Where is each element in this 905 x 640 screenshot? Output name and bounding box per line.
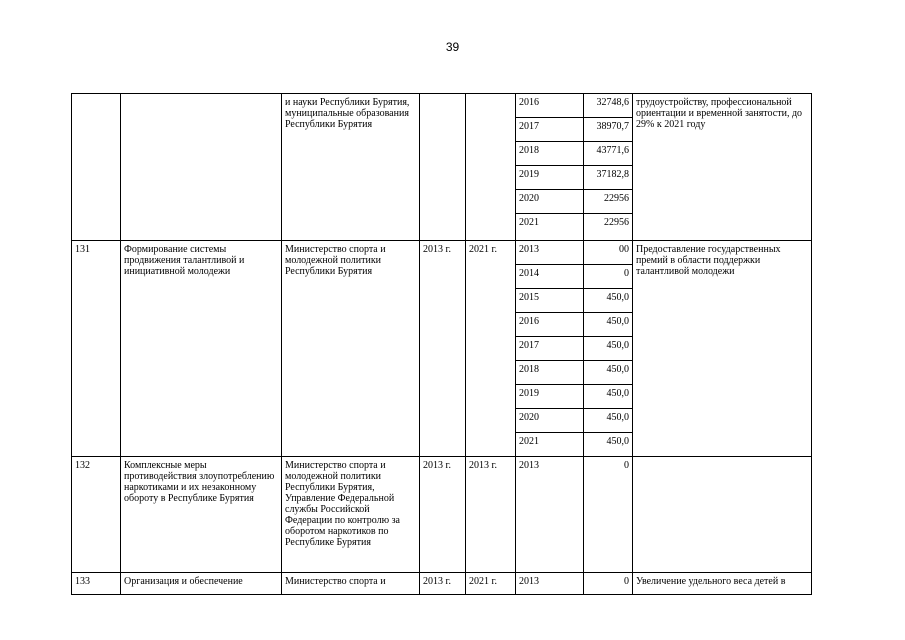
row-number-cell [72, 94, 121, 241]
program-table [71, 93, 812, 595]
measure-name-cell: Организация и обеспечение [121, 573, 282, 595]
measure-name-cell: Комплексные меры противодействия злоупотреблению наркотиками и их незаконному обороту в Республике Бурятия [121, 457, 282, 573]
year-cell: 2019 [516, 166, 584, 190]
executor-cell: и науки Республики Бурятия, муниципальные образования Республики Бурятия [282, 94, 420, 241]
funding-value-cell: 450,0 [584, 433, 633, 457]
row-number-cell: 133 [72, 573, 121, 595]
year-cell: 2020 [516, 409, 584, 433]
year-cell: 2017 [516, 337, 584, 361]
funding-value-cell: 38970,7 [584, 118, 633, 142]
year-cell: 2017 [516, 118, 584, 142]
year-cell: 2018 [516, 361, 584, 385]
year-cell: 2018 [516, 142, 584, 166]
funding-value-cell: 450,0 [584, 337, 633, 361]
expected-result-cell: Предоставление государственных премий в области поддержки талантливой молодежи [633, 241, 812, 457]
year-cell: 2021 [516, 433, 584, 457]
end-year-cell: 2021 г. [466, 241, 516, 457]
funding-value-cell: 450,0 [584, 409, 633, 433]
year-cell: 2016 [516, 94, 584, 118]
year-cell: 2019 [516, 385, 584, 409]
start-year-cell [420, 94, 466, 241]
funding-value-cell: 450,0 [584, 361, 633, 385]
start-year-cell: 2013 г. [420, 241, 466, 457]
measure-name-cell: Формирование системы продвижения талантливой и инициативной молодежи [121, 241, 282, 457]
funding-value-cell: 450,0 [584, 289, 633, 313]
measure-name-cell [121, 94, 282, 241]
start-year-cell: 2013 г. [420, 573, 466, 595]
year-cell: 2013 [516, 241, 584, 265]
start-year-cell: 2013 г. [420, 457, 466, 573]
funding-value-cell: 450,0 [584, 313, 633, 337]
executor-cell: Министерство спорта и молодежной политики Республики Бурятия [282, 241, 420, 457]
end-year-cell [466, 94, 516, 241]
row-number-cell: 132 [72, 457, 121, 573]
funding-value-cell: 22956 [584, 190, 633, 214]
table-row [72, 573, 812, 595]
funding-value-cell: 0 [584, 457, 633, 573]
year-cell: 2015 [516, 289, 584, 313]
funding-value-cell: 32748,6 [584, 94, 633, 118]
page-number: 39 [445, 40, 460, 54]
funding-value-cell: 22956 [584, 214, 633, 241]
table-row [72, 241, 812, 265]
year-cell: 2020 [516, 190, 584, 214]
expected-result-cell [633, 457, 812, 573]
executor-cell: Министерство спорта и [282, 573, 420, 595]
expected-result-cell: Увеличение удельного веса детей в [633, 573, 812, 595]
funding-value-cell: 00 [584, 241, 633, 265]
table-row [72, 94, 812, 118]
executor-cell: Министерство спорта и молодежной политики Республики Бурятия, Управление Федеральной службы Российской Федерации по контролю за оборотом наркотиков по Республике Бурятия [282, 457, 420, 573]
funding-value-cell: 43771,6 [584, 142, 633, 166]
year-cell: 2021 [516, 214, 584, 241]
year-cell: 2014 [516, 265, 584, 289]
funding-value-cell: 450,0 [584, 385, 633, 409]
year-cell: 2013 [516, 457, 584, 573]
row-number-cell: 131 [72, 241, 121, 457]
funding-value-cell: 0 [584, 265, 633, 289]
end-year-cell: 2021 г. [466, 573, 516, 595]
expected-result-cell: трудоустройству, профессиональной ориентации и временной занятости, до 29% к 2021 году [633, 94, 812, 241]
funding-value-cell: 0 [584, 573, 633, 595]
table-body [72, 94, 812, 595]
year-cell: 2016 [516, 313, 584, 337]
end-year-cell: 2013 г. [466, 457, 516, 573]
funding-value-cell: 37182,8 [584, 166, 633, 190]
year-cell: 2013 [516, 573, 584, 595]
table-row [72, 457, 812, 573]
